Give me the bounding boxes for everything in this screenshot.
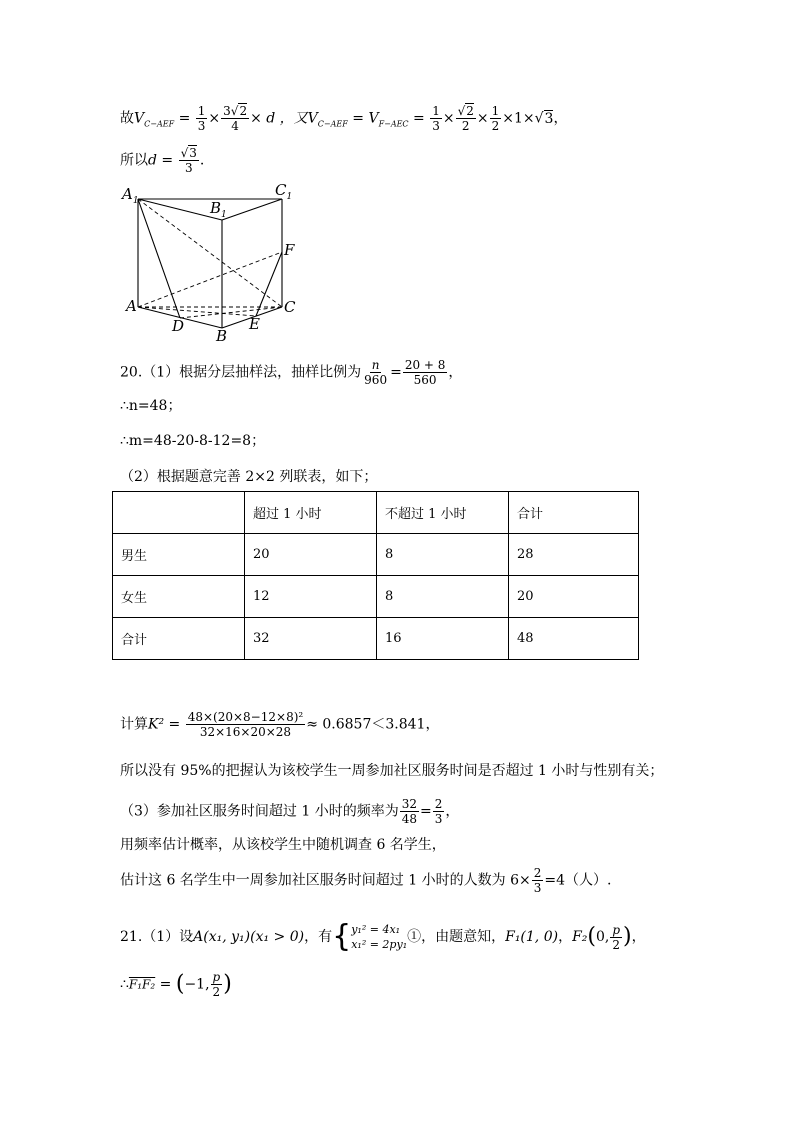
equals: = <box>408 110 430 127</box>
text-prefix: （3）参加社区服务时间超过 1 小时的频率为 <box>120 803 399 820</box>
fraction <box>430 104 442 133</box>
fraction <box>362 358 389 387</box>
equals: = <box>156 152 178 169</box>
fraction <box>186 710 305 739</box>
equals: = <box>155 976 176 993</box>
table-cell: 合计 <box>113 618 245 660</box>
denominator: 2 <box>491 119 500 133</box>
numerator: 2 <box>434 797 443 811</box>
label-a: A <box>126 297 137 315</box>
fraction <box>179 146 199 175</box>
denominator: 2 <box>461 119 470 133</box>
var-v: V <box>368 110 379 127</box>
equals: = <box>174 110 195 127</box>
fraction <box>403 358 448 387</box>
d-part: × d ，又 <box>250 110 308 127</box>
equals: = <box>390 364 402 381</box>
comma: ， <box>558 929 573 945</box>
numerator: √3 <box>180 146 197 160</box>
numerator: p <box>212 970 221 984</box>
label-f: F <box>284 241 295 259</box>
table-row <box>113 618 639 660</box>
fraction <box>433 797 445 826</box>
fraction <box>610 923 622 952</box>
table-cell: 28 <box>509 534 639 576</box>
equation-system <box>332 919 408 954</box>
segment-a1d <box>138 199 180 318</box>
numerator: 1 <box>491 104 500 118</box>
tail: ×1× <box>502 110 535 127</box>
radicand: 2 <box>466 104 474 118</box>
denominator: 2 <box>612 937 621 952</box>
var-k: K² <box>148 716 165 733</box>
q21-line: 21.（1）设A(x₁, y₁)(x₁ > 0)，有 { y₁² = 4x₁ x₁² = 2py₁ ①，由题意知，F₁(1, 0)，F₂(0, $\frac{p}{2}$ )， <box>120 919 646 954</box>
equals: = <box>164 716 185 733</box>
table-header-cell: 合计 <box>509 492 639 534</box>
text-mid: ，有 <box>304 929 333 945</box>
segment-ef <box>256 252 282 316</box>
table-cell: 20 <box>245 534 377 576</box>
q20-table-intro: （2）根据题意完善 2×2 列联表，如下； <box>120 469 378 485</box>
times: × <box>208 110 221 127</box>
text-prefix: 估计这 6 名学生中一周参加社区服务时间超过 1 小时的人数为 6× <box>120 872 531 889</box>
fraction <box>211 970 223 999</box>
point-a: A(x₁, y₁)(x₁ > 0) <box>193 929 305 945</box>
radicand: 3 <box>189 146 197 160</box>
numerator: 48×(20×8−12×8)² <box>187 710 304 724</box>
vector-f1f2: F₁F₂ <box>128 977 156 992</box>
table-cell: 48 <box>509 618 639 660</box>
equals: = <box>420 803 432 820</box>
point-f2: F₂ <box>572 929 588 945</box>
numerator: 2 <box>533 866 542 880</box>
label-letter: A <box>122 185 133 203</box>
numerator: √2 <box>457 104 474 118</box>
numerator: 1 <box>197 104 206 118</box>
text-prefix: 20.（1）根据分层抽样法，抽样比例为 <box>120 364 362 381</box>
table-cell: 女生 <box>113 576 245 618</box>
label-a1 <box>120 185 139 206</box>
q20-sampling-line <box>120 358 462 387</box>
numerator: 3√2 <box>223 104 248 118</box>
therefore: ∴ <box>120 976 129 993</box>
fraction <box>456 104 476 133</box>
fraction <box>532 866 544 895</box>
numerator: 20 + 8 <box>404 358 446 372</box>
subscript: F−AEC <box>378 119 409 129</box>
table-header-row <box>113 492 639 534</box>
denominator: 3 <box>432 119 440 133</box>
var-v: V <box>134 110 145 127</box>
q21-vector-line: ∴F₁F₂ = (−1, $\frac{p}{2}$ ) <box>120 970 232 999</box>
denominator: 2 <box>212 985 221 999</box>
table-cell: 8 <box>377 534 509 576</box>
text-prefix: 21.（1）设 <box>120 929 194 945</box>
subscript: C−AEF <box>317 119 348 129</box>
text-after: ，由题意知， <box>421 929 506 945</box>
label-d: D <box>172 317 185 335</box>
comma: ， <box>631 929 646 945</box>
edge-b1c1 <box>222 199 282 220</box>
equals: = <box>347 110 369 127</box>
numerator: n <box>371 358 380 372</box>
point-f1: F₁(1, 0) <box>505 929 559 945</box>
label-sub: 1 <box>221 210 227 220</box>
comma: ， <box>448 364 463 381</box>
denominator: 4 <box>231 119 239 133</box>
system-eq: x₁² = 2py₁ <box>351 938 408 951</box>
table-row <box>113 534 639 576</box>
label-c: C <box>284 298 296 316</box>
fraction <box>490 104 502 133</box>
volume-equation-line: 故$V_{C-AEF}$ = $\frac{1}{3}$ × $\frac{3√2}{4}$ × d ，又$V_{C-AEF} = V_{F-AEC}$ = $\frac{1}{3}$ × $\frac{√2}{2}$ × $\frac{1}{2}$ ×1×√3， <box>120 104 568 133</box>
table-cell: 12 <box>245 576 377 618</box>
label-letter: C <box>275 181 287 199</box>
q20-part3-line3 <box>120 866 611 895</box>
q20-n-result: ∴n=48； <box>120 398 182 414</box>
denominator: 3 <box>197 119 206 133</box>
tail: =4（人）. <box>544 872 612 889</box>
system-eq: y₁² = 4x₁ <box>351 923 401 936</box>
paren-right: ) <box>223 971 232 997</box>
table-cell: 20 <box>509 576 639 618</box>
coef: 3 <box>223 104 231 118</box>
text-prefix: 所以 <box>120 152 148 169</box>
label-b1 <box>209 199 227 220</box>
numerator: p <box>612 922 621 937</box>
table-cell: 男生 <box>113 534 245 576</box>
times: × <box>442 110 455 127</box>
times: × <box>476 110 489 127</box>
denominator: 960 <box>364 373 388 387</box>
contingency-table <box>112 491 639 660</box>
label-b: B <box>216 327 228 345</box>
denominator: 48 <box>401 812 417 826</box>
comma: ， <box>553 110 568 127</box>
table-row <box>113 576 639 618</box>
subscript: C−AEF <box>144 119 175 129</box>
table-cell: 32 <box>245 618 377 660</box>
comma: ， <box>445 803 460 820</box>
q20-m-result: ∴m=48-20-8-12=8； <box>120 433 266 449</box>
k-squared-line <box>120 710 439 739</box>
label-sub: 1 <box>286 192 293 202</box>
var-d: d <box>148 152 157 169</box>
table-header-cell: 超过 1 小时 <box>245 492 377 534</box>
text-prefix: 计算 <box>120 716 148 733</box>
radicand: 3 <box>544 110 554 127</box>
denominator: 560 <box>413 373 437 387</box>
fraction <box>221 104 249 133</box>
label-letter: B <box>210 199 222 217</box>
circle-one: ① <box>407 929 422 945</box>
table-header-cell: 不超过 1 小时 <box>377 492 509 534</box>
q20-conclusion: 所以没有 95%的把握认为该校学生一周参加社区服务时间是否超过 1 小时与性别有关； <box>120 763 664 779</box>
table-cell: 8 <box>377 576 509 618</box>
denominator: 3 <box>434 812 443 826</box>
paren-left: ( <box>587 924 596 949</box>
denominator: 3 <box>533 881 542 895</box>
var-v: V <box>307 110 318 127</box>
denominator: 3 <box>184 161 193 175</box>
text-prefix: 故 <box>120 110 134 127</box>
q20-part3-line <box>120 797 459 826</box>
numerator: 1 <box>432 104 440 118</box>
q20-part3-line2: 用频率估计概率，从该校学生中随机调查 6 名学生， <box>120 837 446 853</box>
period: . <box>199 152 205 169</box>
fraction <box>196 104 208 133</box>
paren-left: ( <box>175 971 185 997</box>
tail: ≈ 0.6857＜3.841， <box>306 716 440 733</box>
prism-figure <box>110 180 310 345</box>
table-header-cell <box>113 492 245 534</box>
system-lines <box>351 922 407 952</box>
table-cell: 16 <box>377 618 509 660</box>
label-c1 <box>275 181 292 202</box>
distance-result-line <box>120 146 204 175</box>
paren-right: ) <box>623 924 632 949</box>
label-e: E <box>249 315 260 333</box>
radicand: 2 <box>239 104 248 118</box>
fraction <box>400 797 419 826</box>
brace-icon: { <box>332 919 352 954</box>
label-sub: 1 <box>132 196 139 206</box>
denominator: 32×16×20×28 <box>199 725 292 739</box>
numerator: 32 <box>401 797 417 811</box>
